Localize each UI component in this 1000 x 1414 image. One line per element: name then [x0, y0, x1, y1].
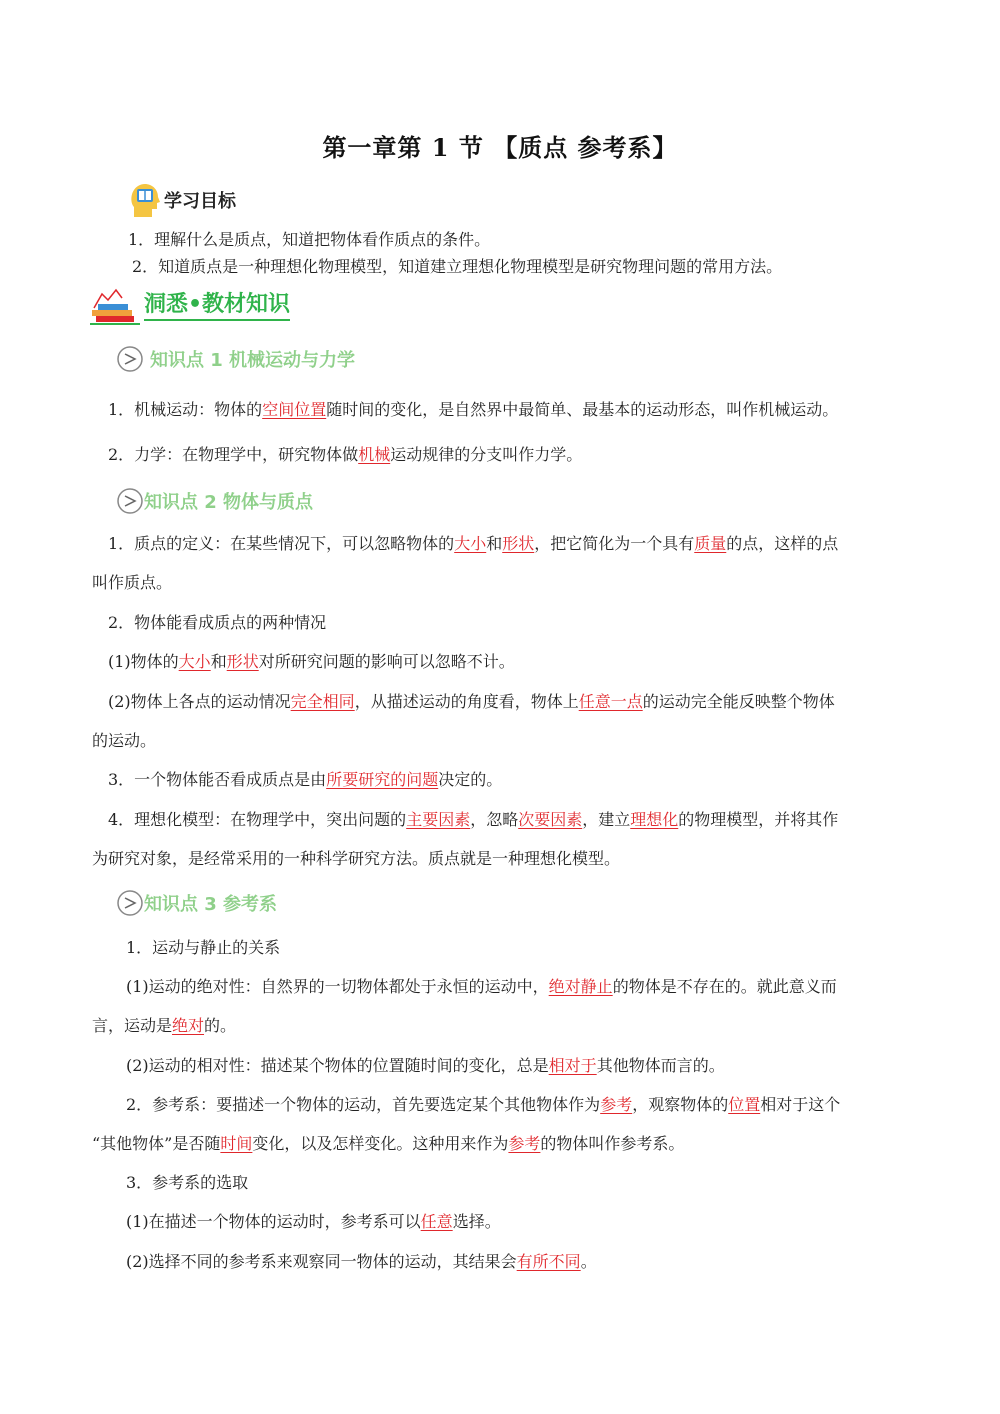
- answer-blank: 参考: [508, 1134, 541, 1153]
- answer-blank: 任意: [420, 1212, 453, 1231]
- kp1-paragraph-2: 2．力学：在物理学中，研究物体做机械运动规律的分支叫作力学。: [108, 445, 583, 464]
- kp2-paragraph-2: 2．物体能看成质点的两种情况: [108, 613, 327, 632]
- answer-blank: 理想化: [630, 810, 679, 829]
- answer-blank: 所要研究的问题: [326, 770, 439, 789]
- kp3-paragraph-5: 3．参考系的选取: [126, 1173, 249, 1192]
- page-title: 第一章第 1 节 【质点 参考系】: [322, 133, 678, 162]
- kp1-paragraph-1: 1．机械运动：物体的空间位置随时间的变化，是自然界中最简单、最基本的运动形态，叫作机械运动。: [108, 400, 839, 419]
- learning-goals-list: [128, 226, 782, 280]
- answer-blank: 任意一点: [578, 692, 643, 711]
- answer-blank: 空间位置: [262, 400, 327, 419]
- answer-blank: 绝对静止: [548, 977, 613, 996]
- knowledge-point-3-title: 知识点 3 参考系: [144, 894, 278, 915]
- answer-blank: 形状: [502, 534, 535, 553]
- books-icon: [88, 286, 142, 326]
- answer-blank: 机械: [358, 445, 391, 464]
- answer-blank: 参考: [600, 1095, 633, 1114]
- answer-blank: 完全相同: [290, 692, 355, 711]
- learning-goals-header: [128, 180, 236, 220]
- answer-blank: 质量: [694, 534, 727, 553]
- answer-blank: 主要因素: [406, 810, 471, 829]
- kp3-paragraph-3: (2)运动的相对性：描述某个物体的位置随时间的变化，总是相对于其他物体而言的。: [126, 1056, 725, 1075]
- banner-label: 洞悉•教材知识: [144, 291, 290, 321]
- head-book-icon: [128, 181, 160, 219]
- answer-blank: 相对于: [548, 1056, 597, 1075]
- knowledge-point-2-heading: [116, 486, 313, 516]
- kp2-paragraph-4: (2)物体上各点的运动情况完全相同，从描述运动的角度看，物体上任意一点的运动完全能反映整个物体 的运动。: [92, 692, 835, 750]
- kp3-paragraph-6: (1)在描述一个物体的运动时，参考系可以任意选择。: [126, 1212, 501, 1231]
- knowledge-point-1-heading: [116, 344, 355, 374]
- answer-blank: 大小: [178, 652, 211, 671]
- goal-item: 2．知道质点是一种理想化物理模型，知道建立理想化物理模型是研究物理问题的常用方法。: [132, 257, 783, 276]
- arrow-circle-icon: [116, 889, 144, 917]
- kp3-paragraph-2: (1)运动的绝对性：自然界的一切物体都处于永恒的运动中，绝对静止的物体是不存在的。就此意义而 言，运动是绝对的。: [92, 977, 837, 1035]
- kp2-paragraph-1: 1．质点的定义：在某些情况下，可以忽略物体的大小和形状，把它简化为一个具有质量的点，这样的点 叫作质点。: [92, 534, 839, 592]
- answer-blank: 位置: [728, 1095, 761, 1114]
- answer-blank: 时间: [220, 1134, 253, 1153]
- arrow-circle-icon: [116, 345, 144, 373]
- answer-blank: 次要因素: [518, 810, 583, 829]
- answer-blank: 大小: [454, 534, 487, 553]
- knowledge-point-2-title: 知识点 2 物体与质点: [144, 492, 314, 513]
- kp2-paragraph-3: (1)物体的大小和形状对所研究问题的影响可以忽略不计。: [108, 652, 515, 671]
- learning-goals-label: 学习目标: [164, 191, 236, 212]
- kp3-paragraph-7: (2)选择不同的参考系来观察同一物体的运动，其结果会有所不同。: [126, 1252, 597, 1271]
- arrow-circle-icon: [116, 487, 144, 515]
- kp2-paragraph-6: 4．理想化模型：在物理学中，突出问题的主要因素，忽略次要因素，建立理想化的物理模型，并将其作 为研究对象，是经常采用的一种科学研究方法。质点就是一种理想化模型。: [92, 810, 839, 868]
- answer-blank: 绝对: [172, 1016, 205, 1035]
- kp3-paragraph-1: 1．运动与静止的关系: [126, 938, 281, 957]
- kp3-paragraph-4: 2．参考系：要描述一个物体的运动，首先要选定某个其他物体作为参考，观察物体的位置相对于这个 “其他物体”是否随时间变化，以及怎样变化。这种用来作为参考的物体叫作参考系。: [92, 1095, 841, 1153]
- textbook-knowledge-banner: [88, 286, 290, 326]
- knowledge-point-3-heading: [116, 888, 277, 918]
- goal-item: 1．理解什么是质点，知道把物体看作质点的条件。: [128, 230, 491, 249]
- kp2-paragraph-5: 3．一个物体能否看成质点是由所要研究的问题决定的。: [108, 770, 503, 789]
- knowledge-point-1-title: 知识点 1 机械运动与力学: [150, 350, 356, 371]
- answer-blank: 有所不同: [516, 1252, 581, 1271]
- answer-blank: 形状: [226, 652, 259, 671]
